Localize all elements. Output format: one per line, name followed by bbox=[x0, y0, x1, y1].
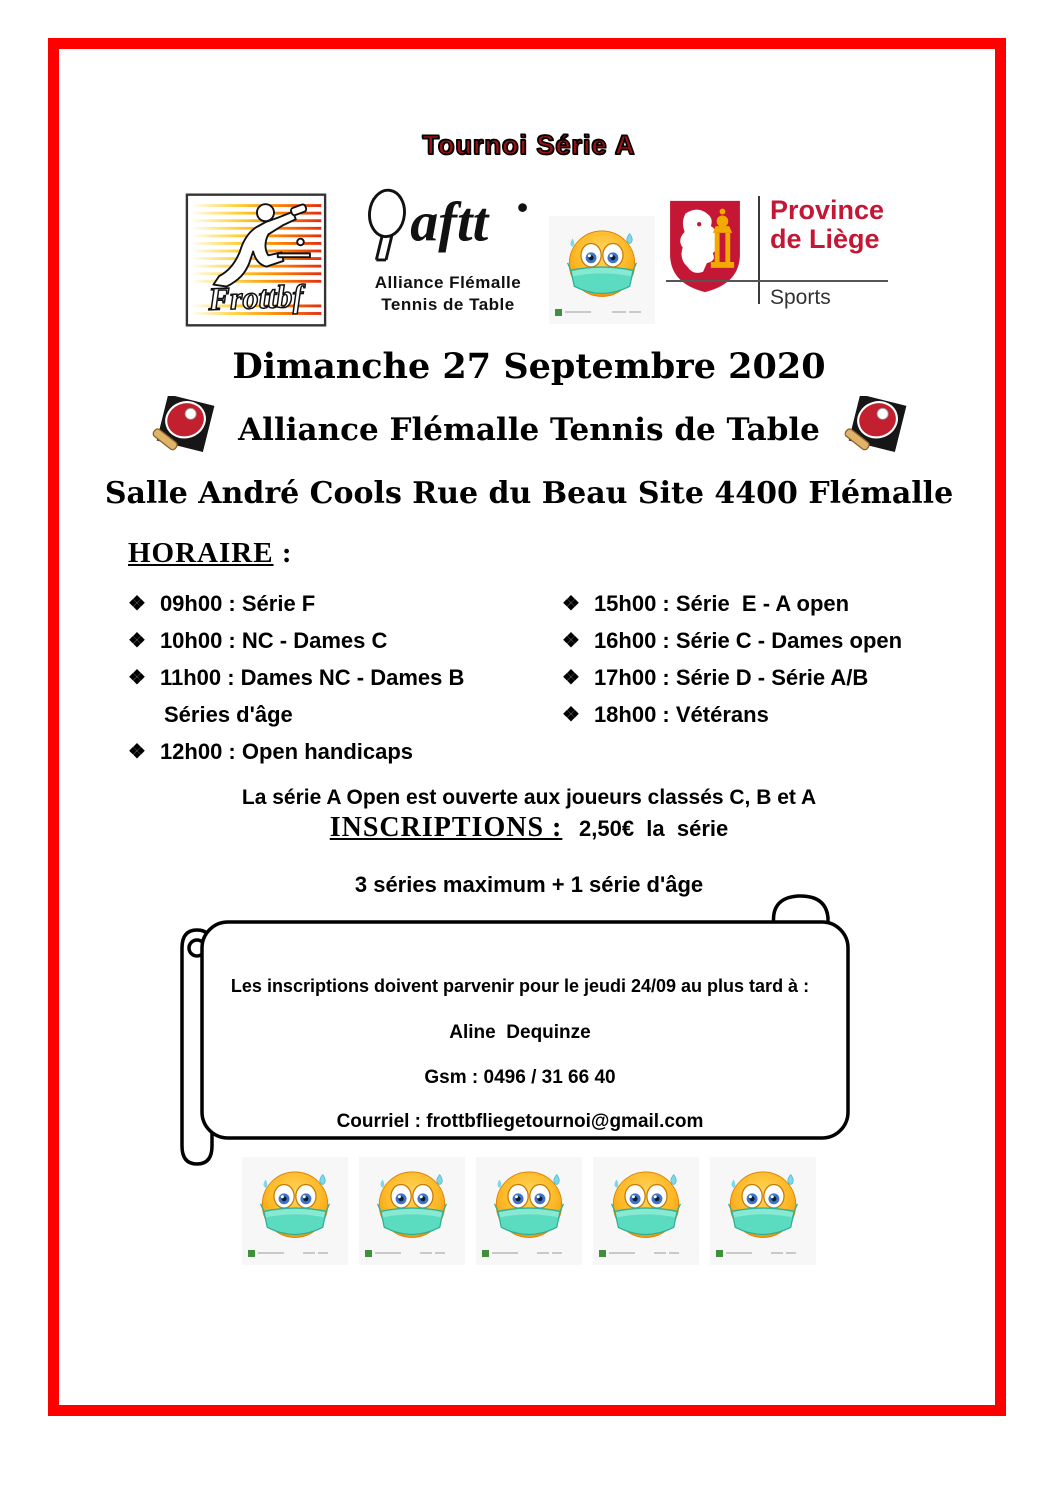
table-tennis-player-icon bbox=[185, 192, 327, 328]
diamond-bullet-icon: ❖ bbox=[128, 630, 146, 652]
masked-emoji-icon bbox=[719, 1161, 807, 1245]
schedule-item-continuation: Séries d'âge bbox=[164, 702, 293, 727]
masked-emoji-image bbox=[549, 216, 655, 324]
diamond-bullet-icon: ❖ bbox=[128, 667, 146, 689]
series-max-note: 3 séries maximum + 1 série d'âge bbox=[354, 872, 704, 897]
stock-watermark bbox=[365, 1247, 459, 1259]
page-title: Tournoi Série A bbox=[422, 130, 636, 160]
province-logo-text: Province de Liège bbox=[770, 195, 885, 254]
province-logo-rule bbox=[666, 280, 888, 282]
frottbf-logo-text: Frottbf bbox=[207, 277, 304, 317]
venue-address: Salle André Cools Rue du Beau Site 4400 Flémalle bbox=[104, 476, 954, 511]
diamond-bullet-icon: ❖ bbox=[128, 593, 146, 615]
masked-emoji-image bbox=[359, 1157, 465, 1265]
schedule-item: ❖ 15h00 : Série E - A open bbox=[562, 591, 850, 616]
schedule-item: ❖ 11h00 : Dames NC - Dames B bbox=[128, 665, 465, 690]
masked-emoji-image bbox=[593, 1157, 699, 1265]
paddle-icon bbox=[144, 396, 222, 464]
diamond-bullet-icon: ❖ bbox=[562, 593, 580, 615]
diamond-bullet-icon: ❖ bbox=[562, 630, 580, 652]
scroll-banner bbox=[172, 890, 858, 1182]
schedule-item: ❖ 09h00 : Série F bbox=[128, 591, 316, 616]
frottbf-logo bbox=[185, 192, 327, 328]
contact-phone: Gsm : 0496 / 31 66 40 bbox=[424, 1067, 616, 1088]
stock-watermark bbox=[555, 306, 649, 318]
svg-text:aftt: aftt bbox=[410, 191, 489, 254]
province-de-liege-logo bbox=[666, 196, 888, 312]
inscription-price bbox=[567, 816, 579, 841]
diamond-bullet-icon: ❖ bbox=[128, 741, 146, 763]
schedule-right-column bbox=[562, 592, 952, 727]
stock-watermark bbox=[248, 1247, 342, 1259]
province-logo-divider bbox=[758, 196, 760, 304]
schedule-left-column bbox=[128, 592, 563, 764]
contact-name: Aline Dequinze bbox=[449, 1022, 591, 1043]
masked-emoji-icon bbox=[368, 1161, 456, 1245]
inscriptions-label: INSCRIPTIONS : bbox=[329, 812, 563, 843]
schedule-item: ❖ 10h00 : NC - Dames C bbox=[128, 628, 388, 653]
province-logo-sports: Sports bbox=[770, 286, 831, 309]
racket-icon bbox=[356, 186, 540, 266]
aftt-logo-line1: Alliance Flémalle bbox=[374, 273, 522, 292]
club-heading-row bbox=[60, 396, 998, 464]
schedule-item: ❖ 12h00 : Open handicaps bbox=[128, 739, 414, 764]
inscriptions-line: INSCRIPTIONS : 2,50€ la série bbox=[329, 812, 729, 843]
stock-watermark bbox=[482, 1247, 576, 1259]
diamond-bullet-icon: ❖ bbox=[562, 667, 580, 689]
stock-watermark bbox=[716, 1247, 810, 1259]
paddle-icon bbox=[836, 396, 914, 464]
diamond-bullet-icon: ❖ bbox=[562, 704, 580, 726]
masked-emoji-image bbox=[242, 1157, 348, 1265]
masked-emoji-icon bbox=[602, 1161, 690, 1245]
masked-emoji-image bbox=[710, 1157, 816, 1265]
schedule-item: ❖ 16h00 : Série C - Dames open bbox=[562, 628, 903, 653]
deadline-text: Les inscriptions doivent parvenir pour le jeudi 24/09 au plus tard à : bbox=[230, 976, 810, 996]
aftt-logo bbox=[356, 186, 540, 315]
schedule-heading: HORAIRE : bbox=[128, 537, 293, 569]
masked-emoji-image bbox=[476, 1157, 582, 1265]
masked-emoji-icon bbox=[558, 220, 646, 304]
event-date: Dimanche 27 Septembre 2020 bbox=[232, 346, 826, 387]
schedule-item: ❖ 17h00 : Série D - Série A/B bbox=[562, 665, 869, 690]
masked-emoji-icon bbox=[251, 1161, 339, 1245]
schedule-item: ❖ 18h00 : Vétérans bbox=[562, 702, 769, 727]
aftt-logo-line2: Tennis de Table bbox=[381, 295, 515, 314]
masked-emoji-icon bbox=[485, 1161, 573, 1245]
series-a-note: La série A Open est ouverte aux joueurs classés C, B et A bbox=[241, 786, 817, 809]
contact-email: Courriel : frottbfliegetournoi@gmail.com bbox=[336, 1111, 704, 1132]
club-name: Alliance Flémalle Tennis de Table bbox=[238, 412, 820, 448]
masked-emoji-row bbox=[242, 1157, 818, 1265]
stock-watermark bbox=[599, 1247, 693, 1259]
